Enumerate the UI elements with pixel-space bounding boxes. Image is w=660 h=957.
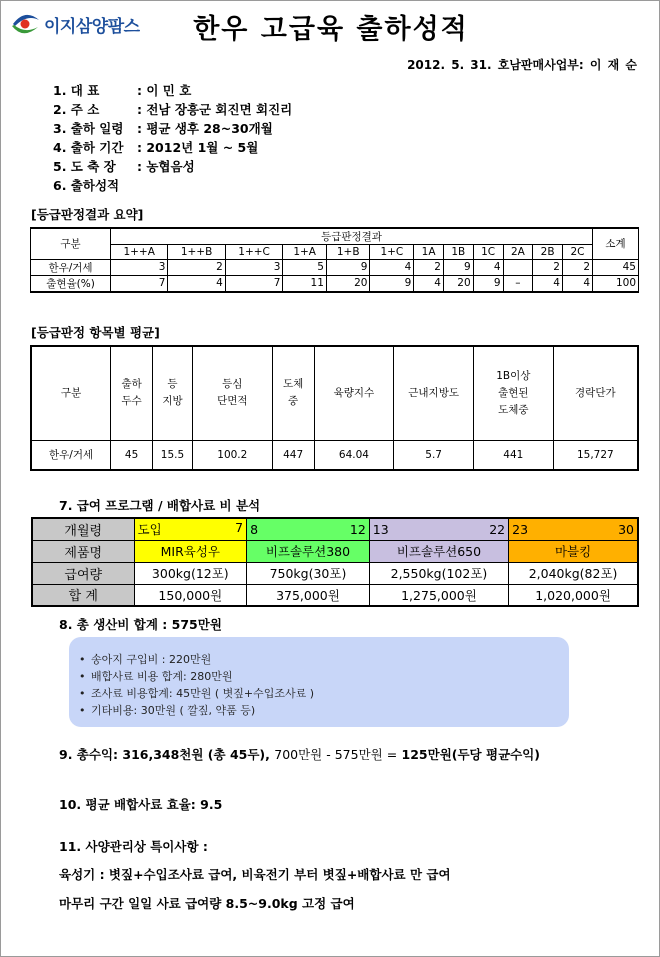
info-row bbox=[53, 176, 292, 195]
table-cell: 20 bbox=[326, 275, 370, 292]
bullet-icon: • bbox=[79, 704, 86, 717]
table-cell: 11 bbox=[283, 275, 327, 292]
table-row bbox=[31, 275, 639, 292]
age-range bbox=[373, 522, 505, 537]
table-header-cell: 1B이상 출현된 도체중 bbox=[473, 346, 553, 440]
table-cell: 2 bbox=[533, 259, 563, 275]
age-start: 13 bbox=[372, 521, 389, 537]
product-name-cell: 마블킹 bbox=[509, 540, 638, 562]
table-cell: 3 bbox=[225, 259, 283, 275]
table-row bbox=[32, 584, 638, 606]
table-header-cell: 등급판정결과 bbox=[111, 228, 593, 245]
table-cell: 4 bbox=[533, 275, 563, 292]
table-cell: 9 bbox=[443, 259, 473, 275]
age-start: 도입 bbox=[137, 522, 162, 538]
table-cell: 7 bbox=[111, 275, 168, 292]
table-header-cell: 경락단가 bbox=[553, 346, 638, 440]
grade-label-cell: 1++A bbox=[111, 245, 168, 260]
notes-line-1: 육성기 : 볏짚+수입조사료 급여, 비육전기 부터 볏짚+배합사료 만 급여 bbox=[59, 867, 451, 882]
age-range bbox=[250, 522, 366, 537]
table-cell: 4 bbox=[168, 275, 225, 292]
info-label: 4. 출하 기간 bbox=[53, 140, 124, 155]
info-label: 5. 도 축 장 bbox=[53, 159, 116, 174]
table-cell: 9 bbox=[326, 259, 370, 275]
table-cell: 15,727 bbox=[553, 440, 638, 470]
table-row bbox=[32, 518, 638, 540]
grade-summary-table bbox=[30, 227, 639, 293]
age-end: 7 bbox=[235, 520, 244, 536]
table-row bbox=[32, 540, 638, 562]
table-cell: 447 bbox=[272, 440, 314, 470]
table-cell: 64.04 bbox=[314, 440, 394, 470]
age-end: 22 bbox=[489, 521, 506, 537]
info-label: 1. 대 표 bbox=[53, 83, 100, 98]
total-cell: 45 bbox=[593, 259, 639, 275]
cost-sum-cell: 1,275,000원 bbox=[369, 584, 508, 606]
grade-label-cell: 1A bbox=[414, 245, 444, 260]
table-cell: 한우/거세 bbox=[31, 440, 111, 470]
row-header-cell: 급여량 bbox=[32, 562, 134, 584]
total-cost-title: 8. 총 생산비 합계 : 575만원 bbox=[59, 617, 222, 632]
info-value: : 전남 장흥군 회진면 회진리 bbox=[137, 102, 293, 117]
info-row bbox=[53, 119, 292, 138]
feed-amount-cell: 300kg(12포) bbox=[134, 562, 247, 584]
table-row bbox=[31, 259, 639, 275]
age-start: 23 bbox=[512, 521, 529, 537]
table-row bbox=[31, 440, 638, 470]
table-header-cell: 등심 단면적 bbox=[192, 346, 272, 440]
table-cell: 4 bbox=[473, 259, 503, 275]
info-value: : 2012년 1월 ~ 5월 bbox=[137, 140, 259, 155]
table-cell: 5 bbox=[283, 259, 327, 275]
feed-program-table bbox=[31, 517, 639, 607]
row-header-cell: 개월령 bbox=[32, 518, 134, 540]
list-item bbox=[79, 685, 569, 702]
product-name-cell: 비프솔루션380 bbox=[247, 540, 370, 562]
table-cell: 15.5 bbox=[153, 440, 193, 470]
feed-amount-cell: 2,550kg(102포) bbox=[369, 562, 508, 584]
age-end: 30 bbox=[618, 521, 634, 537]
grade-label-row bbox=[31, 245, 639, 260]
logo-text: 이지삼양팜스 bbox=[44, 16, 140, 37]
grade-label-cell: 1++C bbox=[225, 245, 283, 260]
table-cell bbox=[503, 259, 533, 275]
info-label: 2. 주 소 bbox=[53, 102, 100, 117]
revenue-calc: 700만원 - 575만원 = bbox=[274, 747, 398, 762]
table-header-cell: 육량지수 bbox=[314, 346, 394, 440]
table-header-cell: 근내지방도 bbox=[394, 346, 474, 440]
item-average-table bbox=[30, 345, 639, 471]
row-header-cell: 제품명 bbox=[32, 540, 134, 562]
farm-info bbox=[53, 81, 292, 195]
cost-sum-cell: 150,000원 bbox=[134, 584, 247, 606]
item-average-title: [등급판정 항목별 평균] bbox=[31, 325, 160, 340]
table-header-cell: 구분 bbox=[31, 228, 111, 259]
table-row bbox=[32, 562, 638, 584]
grade-label-cell: 2A bbox=[503, 245, 533, 260]
info-label: 3. 출하 일령 bbox=[53, 121, 124, 136]
bullet-icon: • bbox=[79, 653, 86, 666]
age-end: 12 bbox=[349, 521, 366, 537]
info-row bbox=[53, 81, 292, 100]
cost-item-text: 송아지 구입비 : 220만원 bbox=[91, 653, 212, 666]
bullet-icon: • bbox=[79, 687, 86, 700]
info-row bbox=[53, 138, 292, 157]
notes-title: 11. 사양관리상 특이사항 : bbox=[59, 839, 208, 854]
info-row bbox=[53, 100, 292, 119]
table-cell: 4 bbox=[370, 259, 414, 275]
age-range bbox=[138, 520, 244, 538]
table-cell: 7 bbox=[225, 275, 283, 292]
grade-label-cell: 1+C bbox=[370, 245, 414, 260]
feed-program-title: 7. 급여 프로그램 / 배합사료 비 분석 bbox=[59, 498, 261, 513]
row-header-cell: 합 계 bbox=[32, 584, 134, 606]
info-value: : 이 민 호 bbox=[137, 83, 192, 98]
table-cell: – bbox=[503, 275, 533, 292]
grade-label-cell: 1++B bbox=[168, 245, 225, 260]
list-item bbox=[79, 668, 569, 685]
table-header-row bbox=[31, 228, 639, 245]
table-header-row bbox=[31, 346, 638, 440]
date-author: 2012. 5. 31. 호남판매사업부: 이 재 순 bbox=[407, 58, 637, 72]
cost-item-text: 기타비용: 30만원 ( 깔짚, 약품 등) bbox=[91, 704, 256, 717]
age-start: 8 bbox=[250, 521, 259, 537]
cost-sum-cell: 375,000원 bbox=[247, 584, 370, 606]
table-cell: 441 bbox=[473, 440, 553, 470]
table-cell: 45 bbox=[111, 440, 153, 470]
grade-label-cell: 2B bbox=[533, 245, 563, 260]
feed-amount-cell: 750kg(30포) bbox=[247, 562, 370, 584]
list-item bbox=[79, 651, 569, 668]
age-range-cell bbox=[369, 518, 508, 540]
table-header-cell: 출하 두수 bbox=[111, 346, 153, 440]
product-name-cell: MIR육성우 bbox=[134, 540, 247, 562]
table-header-cell: 도체 중 bbox=[272, 346, 314, 440]
cost-breakdown-box bbox=[69, 637, 569, 727]
table-cell: 2 bbox=[168, 259, 225, 275]
document-title: 한우 고급육 출하성적 bbox=[193, 14, 469, 45]
table-cell: 2 bbox=[562, 259, 592, 275]
info-label: 6. 출하성적 bbox=[53, 178, 120, 193]
grade-label-cell: 1C bbox=[473, 245, 503, 260]
feed-amount-cell: 2,040kg(82포) bbox=[509, 562, 638, 584]
cost-sum-cell: 1,020,000원 bbox=[509, 584, 638, 606]
info-value: : 농협음성 bbox=[137, 159, 195, 174]
table-cell: 20 bbox=[443, 275, 473, 292]
table-cell: 3 bbox=[111, 259, 168, 275]
table-header-cell: 등 지방 bbox=[153, 346, 193, 440]
total-cell: 100 bbox=[593, 275, 639, 292]
table-cell: 4 bbox=[414, 275, 444, 292]
cost-item-text: 조사료 비용합계: 45만원 ( 볏짚+수입조사료 ) bbox=[91, 687, 315, 700]
grade-label-cell: 1+A bbox=[283, 245, 327, 260]
row-label-cell: 한우/거세 bbox=[31, 259, 111, 275]
age-range-cell bbox=[134, 518, 247, 540]
grade-label-cell: 1B bbox=[443, 245, 473, 260]
table-cell: 2 bbox=[414, 259, 444, 275]
grade-label-cell: 2C bbox=[562, 245, 592, 260]
table-cell: 100.2 bbox=[192, 440, 272, 470]
table-cell: 5.7 bbox=[394, 440, 474, 470]
table-header-cell: 구분 bbox=[31, 346, 111, 440]
grade-summary-title: [등급판정결과 요약] bbox=[31, 207, 144, 222]
list-item bbox=[79, 702, 569, 719]
row-label-cell: 출현율(%) bbox=[31, 275, 111, 292]
age-range-cell bbox=[247, 518, 370, 540]
revenue-per-head: 125만원(두당 평균수익) bbox=[401, 747, 541, 762]
product-name-cell: 비프솔루션650 bbox=[369, 540, 508, 562]
table-cell: 9 bbox=[370, 275, 414, 292]
notes-line-2: 마무리 구간 일일 사료 급여량 8.5~9.0kg 고정 급여 bbox=[59, 896, 355, 911]
table-header-cell: 소계 bbox=[593, 228, 639, 259]
age-range-cell bbox=[509, 518, 638, 540]
age-range bbox=[512, 522, 634, 537]
table-cell: 4 bbox=[562, 275, 592, 292]
revenue-total: 9. 총수익: 316,348천원 (총 45두), bbox=[59, 747, 270, 762]
feed-efficiency: 10. 평균 배합사료 효율: 9.5 bbox=[59, 797, 223, 812]
bullet-icon: • bbox=[79, 670, 86, 683]
grade-label-cell: 1+B bbox=[326, 245, 370, 260]
info-row bbox=[53, 157, 292, 176]
table-cell: 9 bbox=[473, 275, 503, 292]
cost-item-text: 배합사료 비용 합계: 280만원 bbox=[91, 670, 233, 683]
info-value: : 평균 생후 28~30개월 bbox=[137, 121, 273, 136]
revenue-line bbox=[59, 745, 540, 763]
